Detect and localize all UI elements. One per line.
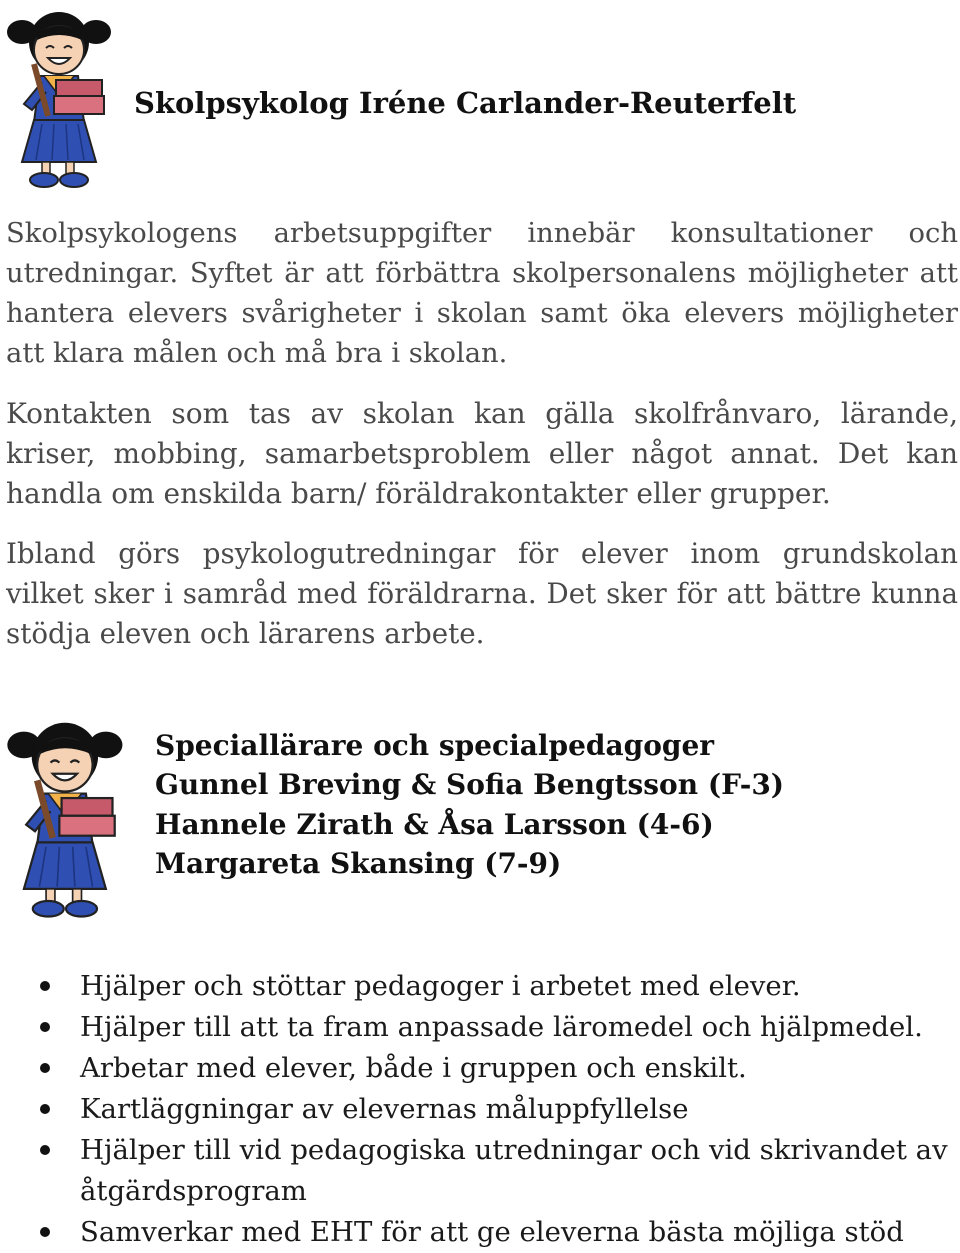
list-item: Arbetar med elever, både i gruppen och enskilt. [40, 1048, 955, 1089]
page-title: Skolpsykolog Iréne Carlander-Reuterfelt [134, 86, 797, 120]
section-heading: Speciallärare och specialpedagoger [155, 729, 715, 762]
list-item: Hjälper till vid pedagogiska utredningar och vid skrivandet av åtgärdsprogram [40, 1130, 955, 1212]
paragraph-assessments: Ibland görs psykologutredningar för elever inom grundskolan vilket sker i samråd med föräldrarna. Det sker för att bättre kunna stödja eleven och lärarens arbete. [6, 537, 958, 650]
list-item: Hjälper och stöttar pedagoger i arbetet med elever. [40, 966, 955, 1007]
bullet-icon [40, 1022, 50, 1032]
bullet-icon [40, 1227, 50, 1237]
tasks-list [40, 966, 955, 1253]
staff-line-7-9: Margareta Skansing (7-9) [155, 847, 562, 880]
staff-line-f3: Gunnel Breving & Sofia Bengtsson (F-3) [155, 768, 785, 801]
bullet-icon [40, 1063, 50, 1073]
schoolgirl-illustration [4, 708, 128, 928]
list-item: Samverkar med EHT för att ge eleverna bästa möjliga stöd [40, 1212, 955, 1253]
paragraph-contact: Kontakten som tas av skolan kan gälla skolfrånvaro, lärande, kriser, mobbing, samarbetsproblem eller något annat. Det kan handla om enskilda barn/ föräldrakontakter eller grupper. [6, 397, 958, 510]
paragraph-tasks: Skolpsykologens arbetsuppgifter innebär konsultationer och utredningar. Syftet är att förbättra skolpersonalens möjligheter att hantera elevers svårigheter i skolan samt öka elevers möjligheter att klara målen och må bra i skolan. [6, 218, 958, 369]
list-item: Kartläggningar av elevernas måluppfyllelse [40, 1089, 955, 1130]
staff-line-4-6: Hannele Zirath & Åsa Larsson (4-6) [155, 808, 714, 841]
bullet-icon [40, 1145, 50, 1155]
list-item: Hjälper till att ta fram anpassade läromedel och hjälpmedel. [40, 1007, 955, 1048]
schoolgirl-illustration [4, 4, 116, 192]
bullet-icon [40, 1104, 50, 1114]
bullet-icon [40, 981, 50, 991]
